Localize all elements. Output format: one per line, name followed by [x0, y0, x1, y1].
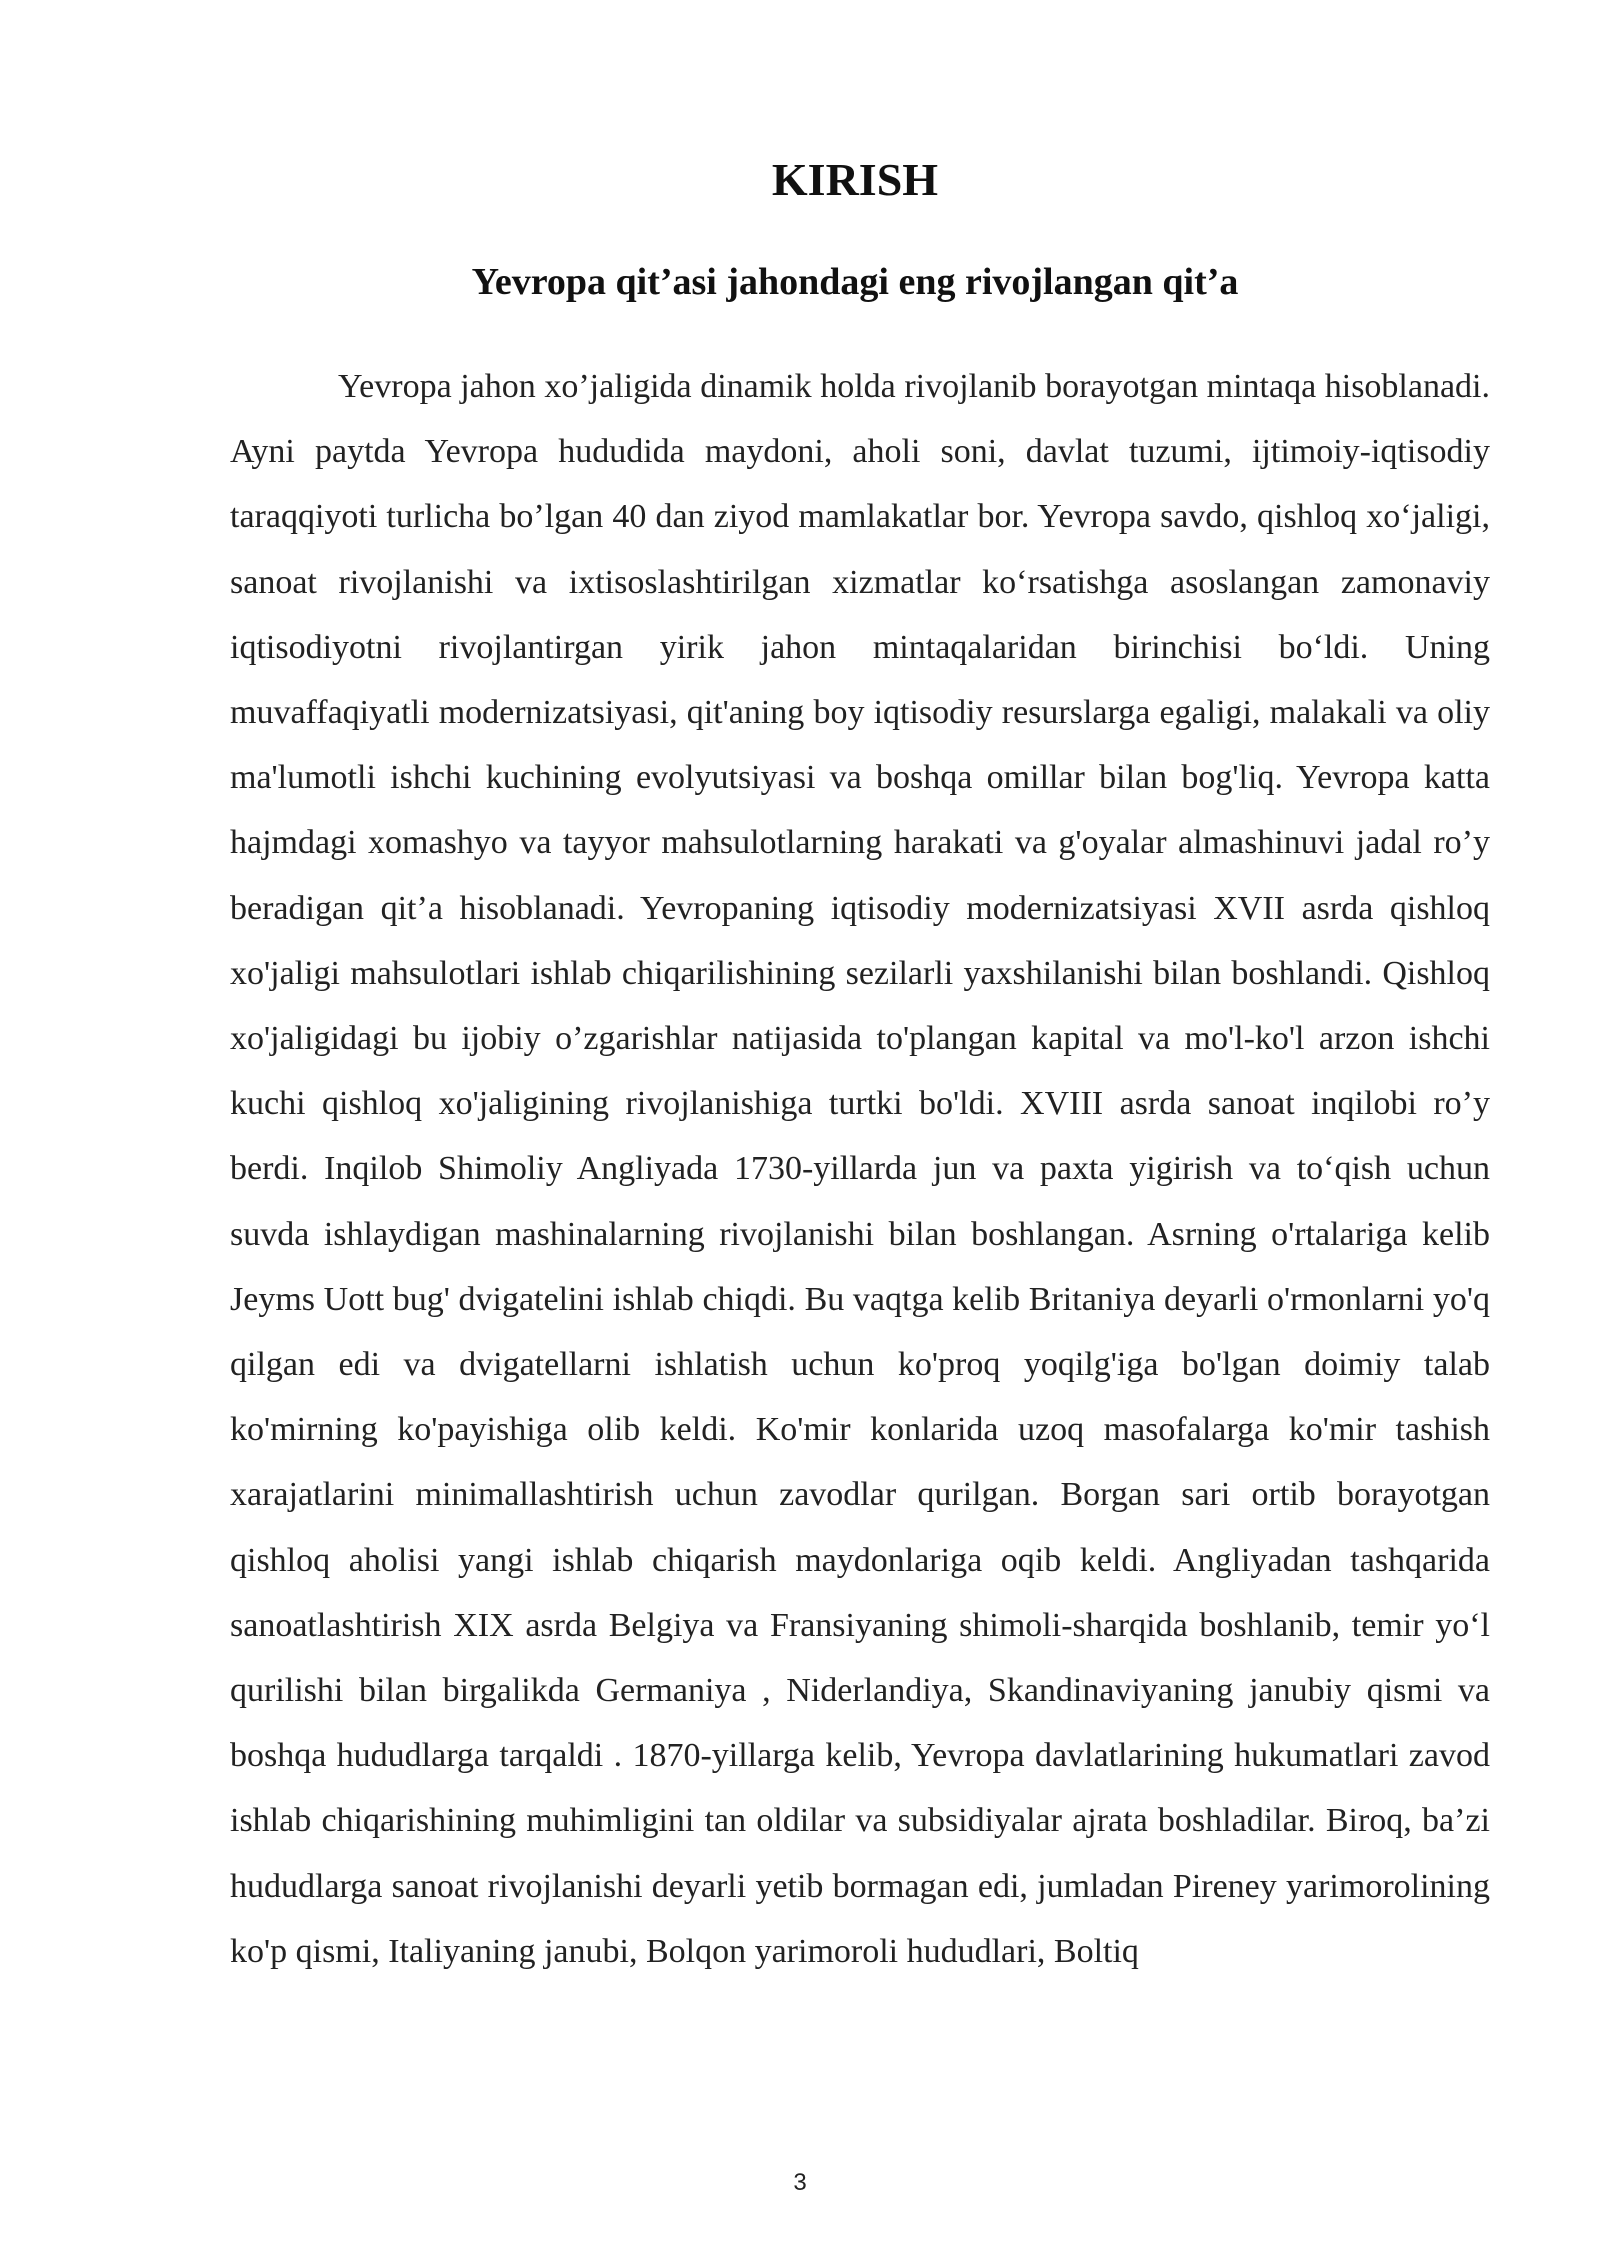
page-title: KIRISH [771, 154, 939, 205]
page-number: 3 [793, 2169, 807, 2196]
section-subtitle: Yevropa qit’asi jahondagi eng rivojlangan qit’a [471, 261, 1239, 303]
body-paragraph: Yevropa jahon xo’jaligida dinamik holda rivojlanib borayotgan mintaqa hisoblanadi. Ayni paytda Yevropa hududida maydoni, aholi soni, davlat tuzumi, ijtimoiy-iqtisodiy taraqqiyoti turlicha bo’lgan 40 dan ziyod mamlakatlar bor. Yevropa savdo, qishloq xo‘jaligi, sanoat rivojlanishi va ixtisoslashtirilgan xizmatlar ko‘rsatishga asoslangan zamonaviy iqtisodiyotni rivojlantirgan yirik jahon mintaqalaridan birinchisi bo‘ldi. Uning muvaffaqiyatli modernizatsiyasi, qit'aning boy iqtisodiy resurslarga egaligi, malakali va oliy ma'lumotli ishchi kuchining evolyutsiyasi va boshqa omillar bilan bog'liq. Yevropa katta hajmdagi xomashyo va tayyor mahsulotlarning harakati va g'oyalar almashinuvi jadal ro’y beradigan qit’a hisoblanadi. Yevropaning iqtisodiy modernizatsiyasi XVII asrda qishloq xo'jaligi mahsulotlari ishlab chiqarilishining sezilarli yaxshilanishi bilan boshlandi. Qishloq xo'jaligidagi bu ijobiy o’zgarishlar natijasida to'plangan kapital va mo'l-ko'l arzon ishchi kuchi qishloq xo'jaligining rivojlanishiga turtki bo'ldi. XVIII asrda sanoat inqilobi ro’y berdi. Inqilob Shimoliy Angliyada 1730-yillarda jun va paxta yigirish va to‘qish uchun suvda ishlaydigan mashinalarning rivojlanishi bilan boshlangan. Asrning o'rtalariga kelib Jeyms Uott bug' dvigatelini ishlab chiqdi. Bu vaqtga kelib Britaniya deyarli o'rmonlarni yo'q qilgan edi va dvigatellarni ishlatish uchun ko'proq yoqilg'iga bo'lgan doimiy talab ko'mirning ko'payishiga olib keldi. Ko'mir konlarida uzoq masofalarga ko'mir tashish xarajatlarini minimallashtirish uchun zavodlar qurilgan. Borgan sari ortib borayotgan qishloq aholisi yangi ishlab chiqarish maydonlariga oqib keldi. Angliyadan tashqarida sanoatlashtirish XIX asrda Belgiya va Fransiyaning shimoli-sharqida boshlanib, temir yo‘l qurilishi bilan birgalikda Germaniya , Niderlandiya, Skandinaviyaning janubiy qismi va boshqa hududlarga tarqaldi . 1870-yillarga kelib, Yevropa davlatlarining hukumatlari zavod ishlab chiqarishining muhimligini tan oldilar va subsidiyalar ajrata boshladilar. Biroq, ba’zi hududlarga sanoat rivojlanishi deyarli yetib bormagan edi, jumladan Pireney yarimorolining ko'p qismi, Italiyaning janubi, Bolqon yarimoroli hududlari, Boltiq [230, 368, 1490, 1970]
